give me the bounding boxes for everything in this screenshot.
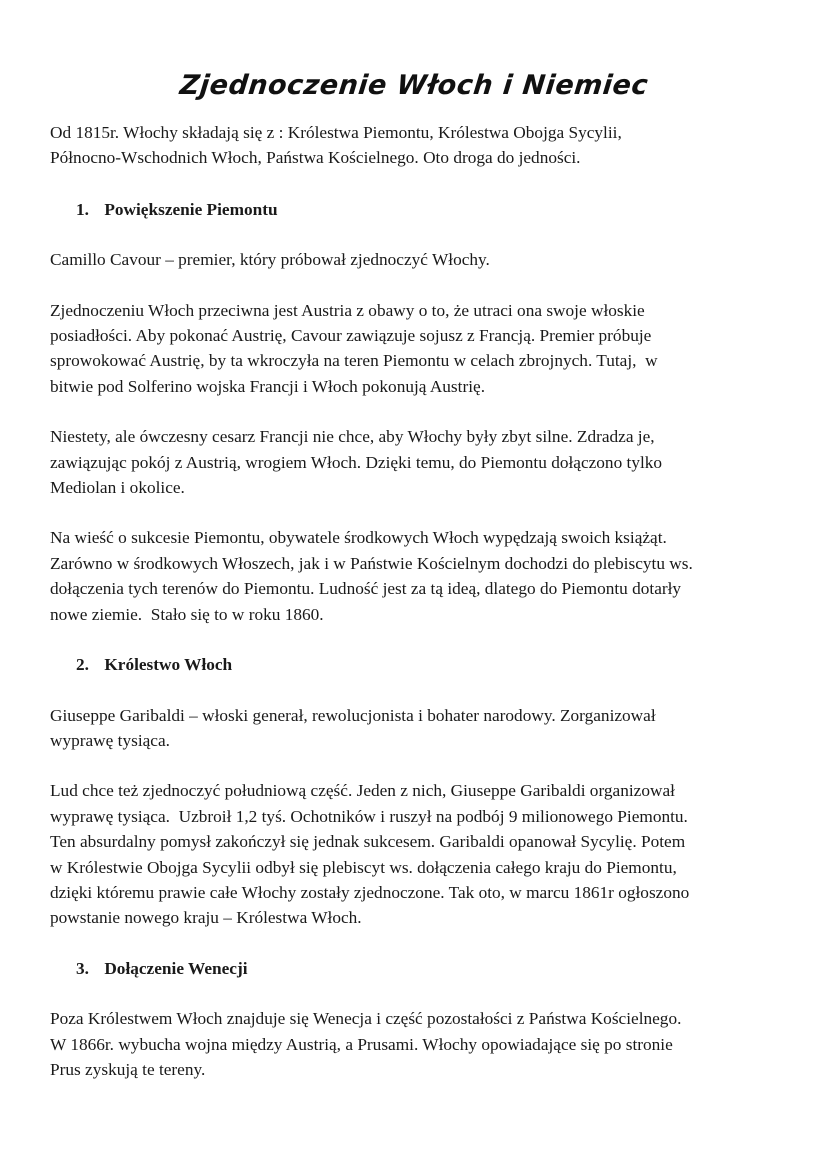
text-line: wyprawę tysiąca. Uzbroił 1,2 tyś. Ochotników i ruszył na podbój 9 milionowego Piemontu.	[50, 806, 688, 826]
text-line: wyprawę tysiąca.	[50, 730, 170, 750]
section-number: 3.	[76, 958, 89, 978]
text-line: zawiązując pokój z Austrią, wrogiem Włoch. Dzięki temu, do Piemontu dołączono tylko	[50, 452, 663, 472]
text-line: Camillo Cavour – premier, który próbował zjednoczyć Włochy.	[50, 250, 490, 270]
text-line: Prus zyskują te tereny.	[50, 1059, 206, 1079]
text-line: Poza Królestwem Włoch znajduje się Wenecja i część pozostałości z Państwa Kościelnego.	[50, 1009, 682, 1029]
text-line: sprowokować Austrię, by ta wkroczyła na teren Piemontu w celach zbrojnych. Tutaj, w	[50, 351, 658, 371]
text-line: bitwie pod Solferino wojska Francji i Włoch pokonują Austrię.	[50, 376, 486, 396]
section-heading-1	[50, 197, 790, 222]
section-heading-2	[50, 652, 790, 677]
paragraph	[50, 525, 790, 627]
document-body	[50, 120, 790, 1082]
text-line: Lud chce też zjednoczyć południową część. Jeden z nich, Giuseppe Garibaldi organizował	[50, 781, 675, 801]
text-line: w Królestwie Obojga Sycylii odbył się plebiscyt ws. dołączenia całego kraju do Piemontu,	[50, 857, 677, 877]
text-line: Północno-Wschodnich Włoch, Państwa Kościelnego. Oto droga do jedności.	[50, 148, 581, 168]
section-heading-3	[50, 956, 790, 981]
paragraph	[50, 298, 790, 400]
paragraph	[50, 703, 790, 754]
paragraph	[50, 247, 790, 272]
section-number: 1.	[76, 199, 89, 219]
text-line: Zjednoczeniu Włoch przeciwna jest Austria z obawy o to, że utraci ona swoje włoskie	[50, 300, 645, 320]
text-line: Na wieść o sukcesie Piemontu, obywatele środkowych Włoch wypędzają swoich książąt.	[50, 528, 667, 548]
paragraph	[50, 424, 790, 500]
document-title: Zjednoczenie Włoch i Niemiec	[178, 70, 650, 102]
text-line: dołączenia tych terenów do Piemontu. Ludność jest za tą ideą, dlatego do Piemontu dotarły	[50, 579, 682, 599]
text-line: posiadłości. Aby pokonać Austrię, Cavour zawiązuje sojusz z Francją. Premier próbuje	[50, 326, 652, 346]
text-line: powstanie nowego kraju – Królestwa Włoch.	[50, 908, 362, 928]
paragraph	[50, 778, 790, 930]
section-number: 2.	[76, 655, 89, 675]
text-line: dzięki któremu prawie całe Włochy zostały zjednoczone. Tak oto, w marcu 1861r ogłoszono	[50, 882, 690, 902]
text-line: Zarówno w środkowych Włoszech, jak i w Państwie Kościelnym dochodzi do plebiscytu ws.	[50, 553, 693, 573]
text-line: Niestety, ale ówczesny cesarz Francji nie chce, aby Włochy były zbyt silne. Zdradza je,	[50, 427, 655, 447]
section-title: Królestwo Włoch	[104, 655, 233, 675]
section-title: Powiększenie Piemontu	[104, 199, 278, 219]
intro-paragraph	[50, 120, 790, 171]
text-line: Giuseppe Garibaldi – włoski generał, rewolucjonista i bohater narodowy. Zorganizował	[50, 705, 656, 725]
text-line: nowe ziemie. Stało się to w roku 1860.	[50, 604, 324, 624]
text-line: Mediolan i okolice.	[50, 478, 185, 498]
text-line: Od 1815r. Włochy składają się z : Królestwa Piemontu, Królestwa Obojga Sycylii,	[50, 123, 622, 142]
paragraph	[50, 1006, 790, 1082]
text-line: W 1866r. wybucha wojna między Austrią, a Prusami. Włochy opowiadające się po stronie	[50, 1034, 673, 1054]
text-line: Ten absurdalny pomysł zakończył się jednak sukcesem. Garibaldi opanował Sycylię. Potem	[50, 832, 686, 852]
section-title: Dołączenie Wenecji	[104, 958, 248, 978]
